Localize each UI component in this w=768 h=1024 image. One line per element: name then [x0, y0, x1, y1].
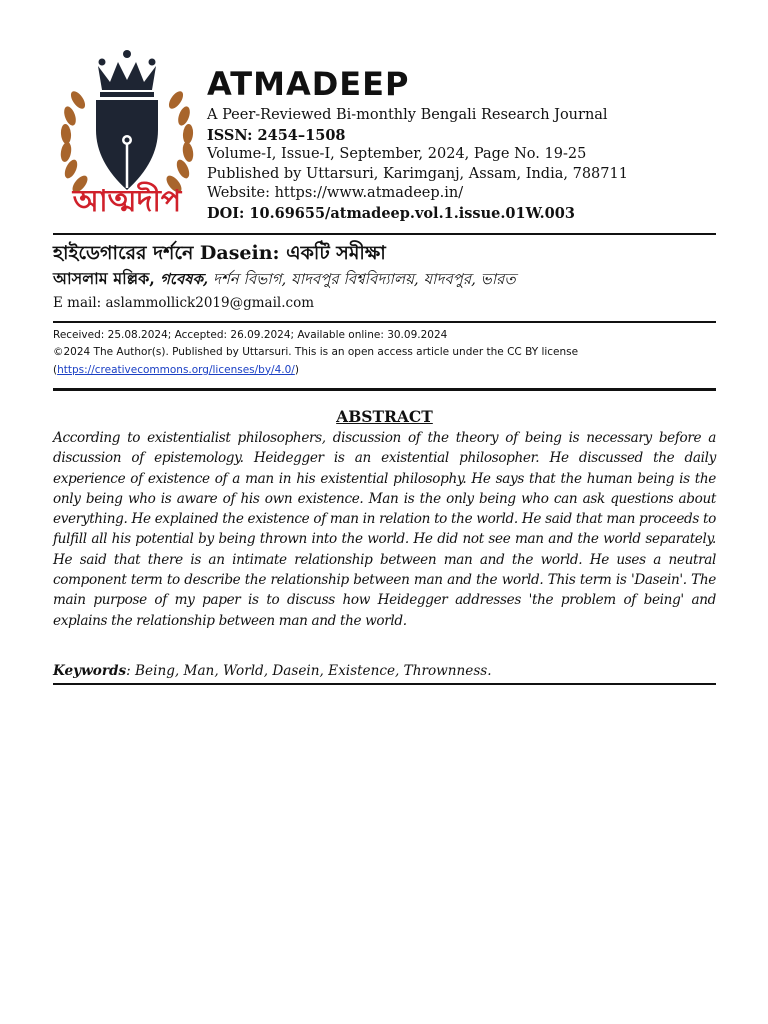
- journal-doi[interactable]: DOI: 10.69655/atmadeep.vol.1.issue.01W.003: [207, 204, 575, 222]
- journal-publisher: Published by Uttarsuri, Karimganj, Assam, India, 788711: [207, 165, 628, 182]
- abstract-heading: ABSTRACT: [336, 407, 433, 426]
- meta-divider: [53, 388, 716, 391]
- logo-bengali-text: আত্মদীপ: [72, 184, 182, 219]
- journal-info: [207, 66, 727, 223]
- title-english-term: Dasein: [199, 242, 273, 264]
- journal-issn: ISSN: 2454–1508: [207, 126, 346, 144]
- header-divider: [53, 233, 716, 235]
- keywords-text: : Being, Man, World, Dasein, Existence, Thrownness.: [126, 663, 492, 679]
- title-bengali-part-2: : একটি সমীক্ষা: [272, 242, 386, 264]
- journal-website[interactable]: Website: https://www.atmadeep.in/: [207, 185, 464, 201]
- keywords: [53, 660, 716, 682]
- license-notice: [53, 344, 716, 379]
- title-bengali-part-1: হাইডেগারের দর্শনে: [53, 242, 200, 264]
- author-name: আসলাম মল্লিক,: [53, 269, 155, 288]
- journal-name: ATMADEEP: [207, 65, 410, 103]
- abstract-body: According to existentialist philosophers, discussion of the theory of being is necessary before a discussion of epistemology. Heidegger is an existential philosopher. He discussed the daily experience of existence of a man in his existential philosophy. He says that the human being is the only being who is aware of his own existence. Man is the only being who can ask questions about everything. He explained the existence of man in relation to the world. He said that man proceeds to fulfill all his potential by being thrown into the world. He did not see man and the world separately. He said that there is an intimate relationship between man and the world. He uses a neutral component term to describe the relationship between man and the world. This term is 'Dasein'. The main purpose of my paper is to discuss how Heidegger addresses 'the problem of being' and explains the relationship between man and the world.: [53, 430, 716, 629]
- author-role: গবেষক,: [154, 270, 209, 288]
- keywords-label: Keywords: [53, 663, 127, 679]
- license-paren-close: ): [294, 363, 299, 376]
- license-link[interactable]: https://creativecommons.org/licenses/by/4.0/: [57, 363, 295, 376]
- journal-volume: Volume-I, Issue-I, September, 2024, Page No. 19-25: [207, 146, 587, 162]
- license-text: ©2024 The Author(s). Published by Uttarsuri. This is an open access article under the CC BY license: [53, 346, 579, 358]
- journal-logo: [58, 50, 196, 226]
- author-divider: [53, 321, 716, 323]
- author-line: [53, 268, 716, 290]
- license-paren-open: (: [53, 363, 58, 376]
- abstract-divider: [53, 683, 716, 685]
- author-affiliation: দর্শন বিভাগ, যাদবপুর বিশ্ববিদ্যালয়, যাদবপুর, ভারত: [208, 270, 516, 288]
- author-email[interactable]: E mail: aslammollick2019@gmail.com: [53, 295, 315, 311]
- journal-tagline: A Peer-Reviewed Bi-monthly Bengali Research Journal: [207, 107, 608, 123]
- publication-dates: Received: 25.08.2024; Accepted: 26.09.2024; Available online: 30.09.2024: [53, 329, 448, 341]
- article-title: [53, 240, 716, 266]
